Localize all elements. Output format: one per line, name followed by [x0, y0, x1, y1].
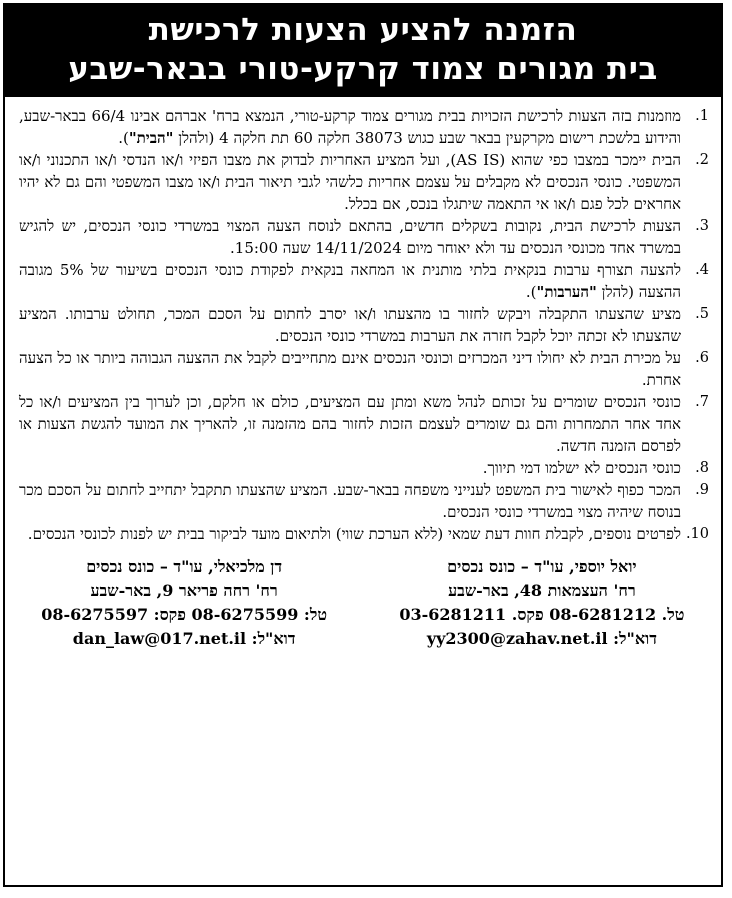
term-text: כונסי הנכסים לא ישלמו דמי תיווך.: [482, 459, 681, 477]
receiver-name: יואל יוספי, עו"ד – כונס נכסים: [447, 557, 637, 576]
term-item-3: [19, 215, 709, 259]
term-text: מציע שהצעתו התקבלה ויבקש לחזור בו מהצעתו ו/או יסרב לחתום על הסכם המכר, תחולט ערבותו. המציע שהצעתו לא זכתה יוכל לקבל חזרה את הערבות במשרדי כונסי הנכסים.: [19, 305, 681, 345]
terms-list: [5, 97, 721, 545]
term-number: 9.: [695, 482, 709, 498]
term-number: 2.: [695, 152, 709, 168]
term-number: 1.: [695, 108, 709, 124]
notice-frame: [3, 3, 723, 887]
header-title-line2: בית מגורים צמוד קרקע-טורי בבאר-שבע: [68, 51, 658, 87]
term-item-8: [19, 457, 709, 479]
term-text: הבית יימכר במצבו כפי שהוא (AS IS), ועל המציע האחריות לבדוק את מצבו הפיזי ו/או הנדסי ו/או התכנוני ו/או המשפטי. כונסי הנכסים לא מקבלים על עצמם אחריות כלשהי לגבי תיאור הבית ו/או מצבו המשפטי והם גם לא יהיו אחראים לכל פגם ו/או אי התאמה שיתגלו בנכס, אם בכלל.: [19, 151, 681, 213]
term-number: 5.: [695, 306, 709, 322]
term-text: מוזמנות בזה הצעות לרכישת הזכויות בבית מגורים צמוד קרקע-טורי, הנמצא ברח' אברהם אבינו 66/4 בבאר-שבע, והידוע בלשכת רישום מקרקעין בבאר שבע כגוש 38073 חלקה 60 תת חלקה 4 (ולהלן "הבית").: [19, 107, 682, 147]
receiver-phone: טל: 08-6275599 פקס: 08-6275597: [41, 605, 327, 624]
receiver-contact-left: [19, 555, 349, 651]
header-title-line1: הזמנה להציע הצעות לרכישת: [148, 12, 578, 48]
term-item-1: [19, 105, 709, 149]
receiver-contact-right: [377, 555, 707, 651]
term-item-2: [19, 149, 709, 215]
receivers-contacts: [5, 545, 721, 651]
term-number: 3.: [695, 218, 709, 234]
term-number: 7.: [695, 394, 709, 410]
term-text: לפרטים נוספים, לקבלת חוות דעת שמאי (ללא הערכת שווי) ולתיאום מועד לביקור בבית יש לפנות לכונסי הנכסים.: [27, 525, 681, 543]
term-item-9: [19, 479, 709, 523]
notice-header: [5, 5, 721, 97]
term-text: הצעות לרכישת הבית, נקובות בשקלים חדשים, בהתאם לנוסח הצעה המצוי במשרדי כונסי הנכסים, יש להגיש במשרד אחד מכונסי הנכסים עד ולא יאוחר מיום 14/11/2024 שעה 15:00.: [19, 217, 681, 257]
term-defined-word: "הערבות": [536, 283, 597, 301]
term-item-10: [19, 523, 709, 545]
term-number: 4.: [695, 262, 709, 278]
receiver-address: רח' רחה פריאר 9, באר-שבע: [90, 581, 278, 600]
receiver-phone: טל. 08-6281212 פקס. 03-6281211: [399, 605, 685, 624]
receiver-email: דוא"ל: dan_law@017.net.il: [72, 629, 296, 648]
receiver-name: דן מלכיאלי, עו"ד – כונס נכסים: [86, 557, 283, 576]
term-number: 8.: [695, 460, 709, 476]
term-item-4: [19, 259, 709, 303]
term-text: כונסי הנכסים שומרים על זכותם לנהל משא ומתן עם המציעים, כולם או חלקם, וכן לערוך בין המציעים ו/או כל אחד אחר התמחרות והם גם שומרים לעצמם הזכות לחזור בהם מהזמנה זו, להאריך את המועד להגשת הצעות או לפרסם הזמנה חדשה.: [19, 393, 681, 455]
receiver-address: רח' העצמאות 48, באר-שבע: [448, 581, 636, 600]
term-number: 10.: [685, 526, 709, 542]
term-defined-word: "הבית": [128, 129, 174, 147]
term-item-6: [19, 347, 709, 391]
term-number: 6.: [695, 350, 709, 366]
term-item-5: [19, 303, 709, 347]
term-text: להצעה תצורף ערבות בנקאית בלתי מותנית או המחאה בנקאית לפקודת כונסי הנכסים בשיעור של 5% מגובה ההצעה (להלן "הערבות").: [19, 261, 681, 301]
term-item-7: [19, 391, 709, 457]
term-text: על מכירת הבית לא יחולו דיני המכרזים וכונסי הנכסים אינם מתחייבים לקבל את ההצעה הגבוהה ביותר או כל הצעה אחרת.: [19, 349, 681, 389]
receiver-email: דוא"ל: yy2300@zahav.net.il: [426, 629, 657, 648]
term-text: המכר כפוף לאישור בית המשפט לענייני משפחה בבאר-שבע. המציע שהצעתו תתקבל יתחייב לחתום על הסכם מכר בנוסח שיהיה מצוי במשרדי כונסי הנכסים.: [19, 481, 681, 521]
